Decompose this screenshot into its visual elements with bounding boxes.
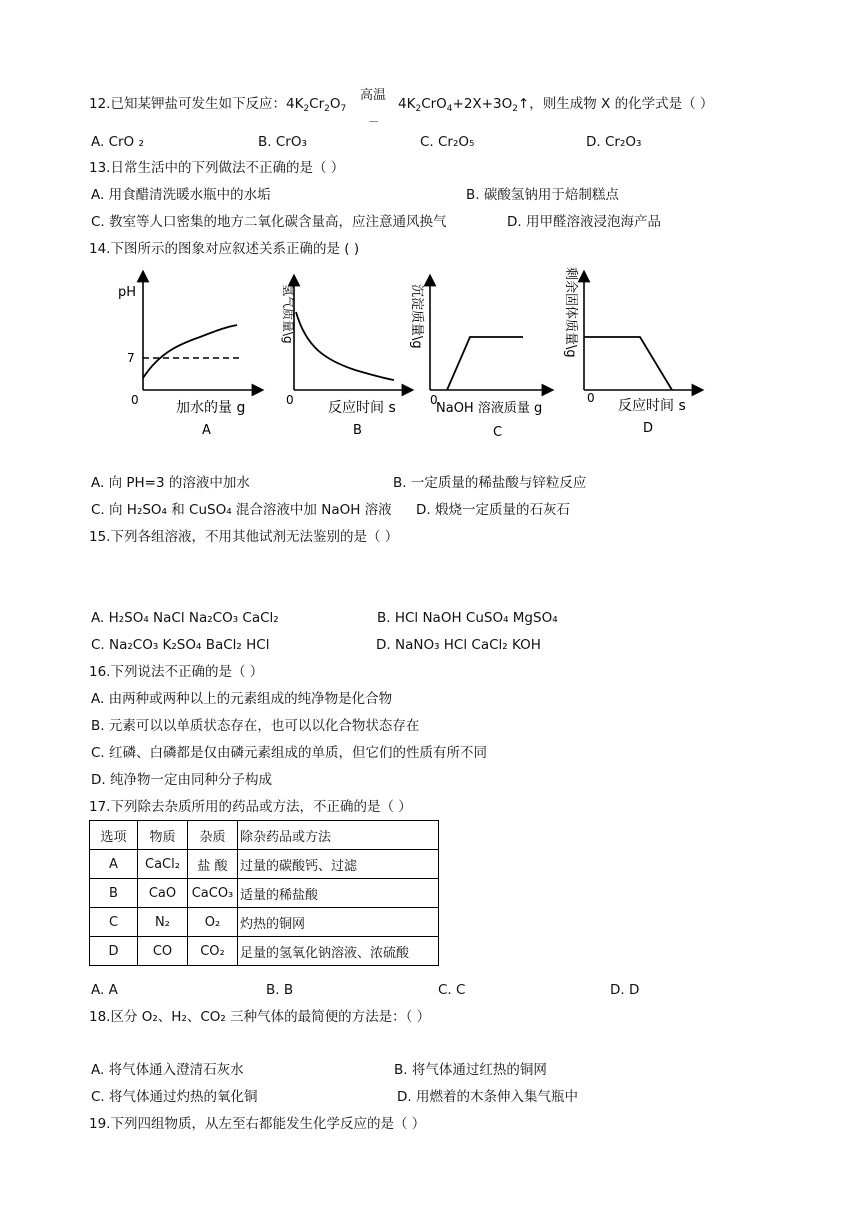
q19-stem: 19.下列四组物质，从左至右都能发生化学反应的是（ ） [89, 1116, 426, 1132]
graph-b-letter: B [353, 423, 362, 438]
graph-a-ref-tick: 7 [127, 351, 135, 365]
q17-stem: 17.下列除去杂质所用的药品或方法，不正确的是（ ） [89, 799, 412, 815]
q12-option-d[interactable]: D. Cr₂O₃ [586, 134, 642, 150]
q12-option-a[interactable]: A. CrO ₂ [91, 134, 144, 150]
table-header: 杂质 [188, 821, 238, 850]
q13-stem: 13.日常生活中的下列做法不正确的是（ ） [89, 160, 345, 176]
q15-option-c[interactable]: C. Na₂CO₃ K₂SO₄ BaCl₂ HCl [91, 637, 270, 653]
graph-d-origin: 0 [587, 391, 595, 405]
graph-c-letter: C [493, 425, 503, 440]
graph-d [563, 267, 698, 436]
graph-c-curve [447, 337, 523, 390]
q14-graphs [100, 262, 720, 444]
q12-tail: ，则生成物 X 的化学式是（ ） [529, 96, 714, 112]
q14-option-a[interactable]: A. 向 PH=3 的溶液中加水 [91, 475, 250, 491]
q18-option-a[interactable]: A. 将气体通入澄清石灰水 [91, 1062, 244, 1078]
q15-option-d[interactable]: D. NaNO₃ HCl CaCl₂ KOH [376, 637, 541, 653]
q14-option-b[interactable]: B. 一定质量的稀盐酸与锌粒反应 [393, 475, 587, 491]
graph-b-origin: 0 [286, 393, 294, 407]
table-cell: 灼热的铜网 [238, 908, 439, 937]
q13-option-a[interactable]: A. 用食醋清洗暖水瓶中的水垢 [91, 187, 271, 203]
q12-option-b[interactable]: B. CrO₃ [258, 134, 307, 150]
q18-option-b[interactable]: B. 将气体通过红热的铜网 [394, 1062, 547, 1078]
q15-stem: 15.下列各组溶液，不用其他试剂无法鉴别的是（ ） [89, 529, 399, 545]
q16-option-d[interactable]: D. 纯净物一定由同种分子构成 [91, 772, 272, 788]
table-header-row [90, 821, 439, 850]
table-cell: CaCO₃ [188, 879, 238, 908]
graph-b-ylabel: 氢气质量\g [281, 284, 295, 344]
q16-option-b[interactable]: B. 元素可以以单质状态存在，也可以以化合物状态存在 [91, 718, 420, 734]
table-cell: A [90, 850, 138, 879]
graph-b-xlabel: 反应时间 s [328, 400, 396, 416]
table-cell: 盐 酸 [188, 850, 238, 879]
table-cell: 足量的氢氧化钠溶液、浓硫酸 [238, 937, 439, 966]
q18-stem: 18.区分 O₂、H₂、CO₂ 三种气体的最简便的方法是：（ ） [89, 1009, 431, 1025]
graph-a-xlabel: 加水的量 g [176, 400, 246, 416]
q14-option-c[interactable]: C. 向 H₂SO₄ 和 CuSO₄ 混合溶液中加 NaOH 溶液 [91, 502, 392, 518]
table-cell: D [90, 937, 138, 966]
q12-condition-bottom: － [368, 115, 379, 128]
q17-option-a[interactable]: A. A [91, 982, 118, 998]
table-cell: C [90, 908, 138, 937]
table-row [90, 908, 439, 937]
table-cell: 适量的稀盐酸 [238, 879, 439, 908]
q12-condition-top: 高温 [360, 88, 387, 103]
table-row [90, 850, 439, 879]
q12-stem [89, 95, 346, 113]
q13-option-b[interactable]: B. 碳酸氢钠用于焙制糕点 [466, 187, 619, 203]
table-header: 除杂药品或方法 [238, 821, 439, 850]
q12-product-formula: $4K_2CrO_4+2X+3O_2↑$ [398, 96, 530, 114]
q18-option-c[interactable]: C. 将气体通过灼热的氧化铜 [91, 1089, 258, 1105]
table-header: 物质 [138, 821, 188, 850]
graph-b-curve [296, 312, 394, 380]
q15-option-a[interactable]: A. H₂SO₄ NaCl Na₂CO₃ CaCl₂ [91, 610, 279, 626]
table-row [90, 879, 439, 908]
q14-stem: 14.下图所示的图象对应叙述关系正确的是 ( ) [89, 241, 360, 257]
graph-c-xlabel: NaOH 溶液质量 g [436, 401, 543, 416]
table-cell: B [90, 879, 138, 908]
q15-option-b[interactable]: B. HCl NaOH CuSO₄ MgSO₄ [377, 610, 558, 626]
q16-option-c[interactable]: C. 红磷、白磷都是仅由磷元素组成的单质，但它们的性质有所不同 [91, 745, 488, 761]
q17-option-c[interactable]: C. C [438, 982, 466, 998]
table-cell: CO [138, 937, 188, 966]
q16-option-a[interactable]: A. 由两种或两种以上的元素组成的纯净物是化合物 [91, 691, 393, 707]
table-cell: O₂ [188, 908, 238, 937]
graph-c [409, 280, 548, 440]
graph-a-curve [143, 325, 237, 378]
graph-b [281, 280, 408, 438]
graph-d-curve [584, 337, 672, 390]
table-cell: N₂ [138, 908, 188, 937]
graph-a-origin: 0 [131, 393, 139, 407]
q14-option-d[interactable]: D. 煅烧一定质量的石灰石 [416, 502, 570, 518]
graph-d-letter: D [643, 421, 654, 436]
table-cell: CO₂ [188, 937, 238, 966]
q13-option-c[interactable]: C. 教室等人口密集的地方二氧化碳含量高，应注意通风换气 [91, 214, 447, 230]
table-row [90, 937, 439, 966]
table-cell: CaCl₂ [138, 850, 188, 879]
table-header: 选项 [90, 821, 138, 850]
q12-products [398, 95, 713, 113]
graph-c-origin: 0 [430, 393, 438, 407]
table-cell: CaO [138, 879, 188, 908]
graph-d-xlabel: 反应时间 s [618, 398, 686, 414]
q17-option-b[interactable]: B. B [266, 982, 294, 998]
graph-a-ylabel: pH [118, 285, 137, 300]
q12-lead: 12.已知某钾盐可发生如下反应： [89, 96, 286, 112]
q13-option-d[interactable]: D. 用甲醛溶液浸泡海产品 [507, 214, 661, 230]
graph-a-letter: A [202, 423, 211, 438]
q16-stem: 16.下列说法不正确的是（ ） [89, 664, 264, 680]
q17-option-d[interactable]: D. D [610, 982, 640, 998]
q18-option-d[interactable]: D. 用燃着的木条伸入集气瓶中 [397, 1089, 578, 1105]
table-cell: 过量的碳酸钙、过滤 [238, 850, 439, 879]
q12-option-c[interactable]: C. Cr₂O₅ [420, 134, 475, 150]
q12-reactant: $4K_2Cr_2O_7$ [285, 96, 347, 114]
q17-table [89, 820, 439, 966]
graph-a [118, 276, 258, 438]
graph-d-ylabel: 剩余固体质量\g [563, 267, 578, 358]
graph-c-ylabel: 沉淀质量\g [409, 284, 424, 349]
